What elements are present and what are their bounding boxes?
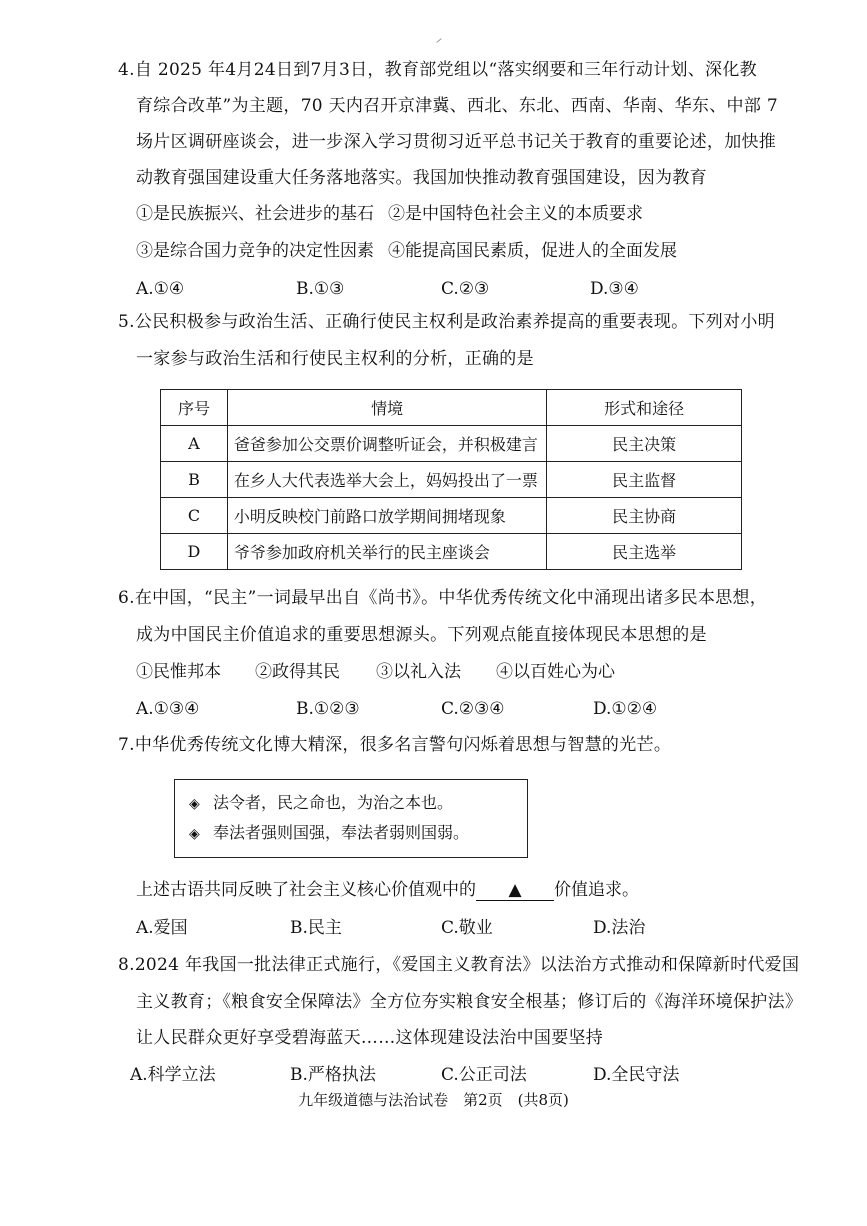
q7-stem-after: 价值追求。 [554, 880, 639, 900]
scan-mark [436, 38, 441, 43]
table-cell: 民主监督 [547, 462, 742, 498]
q6-statement-4: ④以百姓心为心 [496, 662, 615, 682]
q6-statement-3: ③以礼入法 [376, 662, 461, 682]
q8-option-a: A.科学立法 [130, 1065, 216, 1085]
table-cell: 民主选举 [547, 534, 742, 570]
table-cell: 小明反映校门前路口放学期间拥堵现象 [227, 498, 546, 534]
table-cell: 爷爷参加政府机关举行的民主座谈会 [227, 534, 546, 570]
q7-stem [136, 878, 639, 902]
quote-text: 法令者，民之命也，为治之本也。 [213, 793, 454, 812]
q6-statement-1: ①民惟邦本 [136, 662, 221, 682]
triangle-mark-icon: ▲ [508, 880, 522, 900]
q7-option-d: D.法治 [593, 918, 646, 938]
table-header: 情境 [227, 390, 546, 426]
q7-option-c: C.敬业 [441, 918, 493, 938]
q4-option-a: A.①④ [136, 279, 185, 299]
q4-option-b: B.①③ [296, 279, 345, 299]
q6-statement-2: ②政得其民 [255, 662, 340, 682]
page-footer: 九年级道德与法治试卷 第2页 (共8页) [298, 1091, 569, 1109]
q8-option-d: D.全民守法 [593, 1065, 680, 1085]
q4-line-1: 4.自 2025 年4月24日到7月3日，教育部党组以“落实纲要和三年行动计划、深化教 [118, 60, 757, 80]
q6-line-2: 成为中国民主价值追求的重要思想源头。下列观点能直接体现民本思想的是 [136, 625, 707, 645]
table-cell: C [161, 498, 228, 534]
q6-line-1: 6.在中国，“民主”一词最早出自《尚书》。中华优秀传统文化中涌现出诸多民本思想， [118, 588, 768, 608]
q8-option-b: B.严格执法 [290, 1065, 376, 1085]
q4-statement-3: ③是综合国力竞争的决定性因素 [136, 241, 374, 261]
q6-option-b: B.①②③ [296, 699, 360, 719]
table-cell: 在乡人大代表选举大会上，妈妈投出了一票 [227, 462, 546, 498]
table-row [161, 498, 742, 534]
q7-stem-before: 上述古语共同反映了社会主义核心价值观中的 [136, 880, 476, 900]
q4-statement-4: ④能提高国民素质，促进人的全面发展 [388, 241, 677, 261]
q5-line-1: 5.公民积极参与政治生活、正确行使民主权利是政治素养提高的重要表现。下列对小明 [118, 312, 775, 332]
table-cell: 民主协商 [547, 498, 742, 534]
q6-option-d: D.①②④ [593, 699, 658, 719]
table-header: 序号 [161, 390, 228, 426]
table-header-row [161, 390, 742, 426]
q4-option-c: C.②③ [441, 279, 490, 299]
diamond-bullet-icon: ◈ [189, 826, 200, 842]
q5-line-2: 一家参与政治生活和行使民主权利的分析，正确的是 [136, 349, 534, 369]
q5-table [160, 389, 742, 570]
quote-item [189, 822, 469, 845]
diamond-bullet-icon: ◈ [189, 796, 200, 812]
table-row [161, 462, 742, 498]
table-cell: B [161, 462, 228, 498]
q4-statement-2: ②是中国特色社会主义的本质要求 [388, 204, 643, 224]
table-cell: 民主决策 [547, 426, 742, 462]
quote-text: 奉法者强则国强，奉法者弱则国弱。 [213, 823, 470, 842]
table-cell: D [161, 534, 228, 570]
table-header: 形式和途径 [547, 390, 742, 426]
q4-line-3: 场片区调研座谈会，进一步深入学习贯彻习近平总书记关于教育的重要论述，加快推 [136, 132, 777, 152]
q7-option-a: A.爱国 [136, 918, 188, 938]
table-row [161, 534, 742, 570]
q7-option-b: B.民主 [290, 918, 342, 938]
answer-blank [476, 880, 554, 901]
q8-line-2: 主义教育；《粮食安全保障法》全方位夯实粮食安全根基；修订后的《海洋环境保护法》 [136, 992, 803, 1012]
table-cell: 爸爸参加公交票价调整听证会，并积极建言 [227, 426, 546, 462]
q8-option-c: C.公正司法 [441, 1065, 527, 1085]
q4-option-d: D.③④ [590, 279, 639, 299]
q8-line-3: 让人民群众更好享受碧海蓝天……这体现建设法治中国要坚持 [136, 1028, 604, 1048]
quote-item [189, 792, 453, 815]
quote-box [174, 779, 528, 858]
q4-line-4: 动教育强国建设重大任务落地落实。我国加快推动教育强国建设，因为教育 [136, 168, 707, 188]
table-cell: A [161, 426, 228, 462]
q6-option-a: A.①③④ [136, 699, 200, 719]
q6-option-c: C.②③④ [441, 699, 505, 719]
q4-line-2: 育综合改革”为主题，70 天内召开京津冀、西北、东北、西南、华南、华东、中部 7 [136, 96, 778, 116]
q4-statement-1: ①是民族振兴、社会进步的基石 [136, 204, 374, 224]
table-row [161, 426, 742, 462]
q8-line-1: 8.2024 年我国一批法律正式施行，《爱国主义教育法》以法治方式推动和保障新时代爱国 [118, 955, 800, 975]
q7-line-1: 7.中华优秀传统文化博大精深，很多名言警句闪烁着思想与智慧的光芒。 [118, 735, 672, 755]
